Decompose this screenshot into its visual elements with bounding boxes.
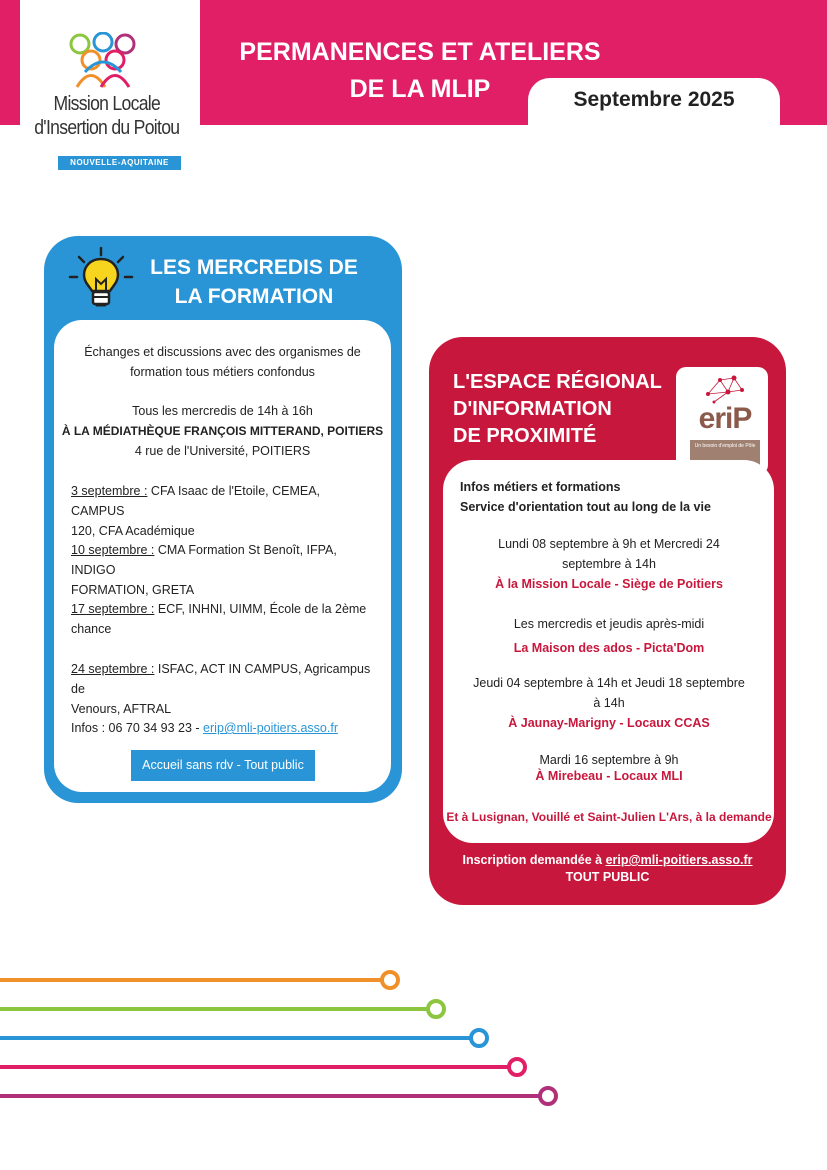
erip-slot-when: Les mercredis et jeudis après-midi: [513, 617, 705, 631]
decor-dot-purple: [540, 1088, 556, 1104]
page-title-line1: PERMANENCES ET ATELIERS: [239, 38, 601, 66]
formation-address: 4 rue de l'Université, POITIERS: [134, 444, 311, 458]
logo-region-badge: NOUVELLE-AQUITAINE: [58, 156, 181, 170]
erip-slot-when: Jeudi 04 septembre à 14h et Jeudi 18 septembre: [473, 676, 745, 690]
page-title-line2: DE LA MLIP: [349, 75, 491, 103]
session-orgs: ISFAC, ACT IN CAMPUS, Agricampus de: [71, 662, 371, 696]
erip-slot-where: La Maison des ados - Picta'Dom: [513, 641, 705, 655]
session-orgs-cont: 120, CFA Académique: [71, 524, 195, 538]
formation-intro-line1: Échanges et discussions avec des organismes de: [84, 345, 361, 359]
session-orgs: CFA Isaac de l'Etoile, CEMEA, CAMPUS: [71, 484, 321, 518]
erip-title-line3: DE PROXIMITÉ: [453, 425, 597, 447]
erip-network-icon: [688, 372, 762, 406]
session-orgs-cont: chance: [71, 622, 112, 636]
formation-title: [138, 253, 370, 311]
accueil-sans-rdv-button[interactable]: Accueil sans rdv - Tout public: [131, 750, 315, 781]
erip-title-line2: D'INFORMATION: [453, 398, 612, 420]
formation-title-line2: LA FORMATION: [174, 285, 334, 308]
session-date: 24 septembre :: [71, 662, 155, 676]
erip-title: [453, 369, 693, 450]
erip-slot-when: Mardi 16 septembre à 9h: [539, 753, 679, 767]
decor-dot-blue: [471, 1030, 487, 1046]
erip-slot-when-cont: septembre à 14h: [562, 557, 656, 571]
session-item: [71, 481, 376, 541]
session-date: 10 septembre :: [71, 543, 155, 557]
erip-footer-public: TOUT PUBLIC: [565, 870, 650, 884]
erip-slot: [450, 534, 768, 594]
formation-venue: À LA MÉDIATHÈQUE FRANÇOIS MITTERAND, POITIERS: [61, 424, 384, 438]
erip-footer-prefix: Inscription demandée à: [462, 853, 606, 867]
erip-intro: [460, 477, 770, 517]
session-orgs-cont: FORMATION, GRETA: [71, 583, 195, 597]
erip-slot: [450, 752, 768, 784]
logo-name-line2: d'Insertion du Poitou: [34, 117, 180, 139]
erip-slot: [450, 614, 768, 658]
lightbulb-icon: [66, 244, 136, 314]
erip-intro-line2: Service d'orientation tout au long de la vie: [460, 500, 711, 514]
formation-info-phone: Infos : 06 70 34 93 23 -: [71, 721, 204, 735]
formation-intro-line2: formation tous métiers confondus: [130, 365, 315, 379]
erip-logo-word: eriP: [698, 402, 752, 435]
session-orgs: CMA Formation St Benoît, IFPA, INDIGO: [71, 543, 337, 577]
decor-dot-pink: [509, 1059, 525, 1075]
erip-footer-email-link[interactable]: erip@mli-poitiers.asso.fr: [605, 853, 753, 867]
erip-footer: [430, 852, 785, 886]
erip-slot-where: À Jaunay-Marigny - Locaux CCAS: [508, 716, 710, 730]
erip-slot-when: Lundi 08 septembre à 9h et Mercredi 24: [498, 537, 720, 551]
formation-schedule: Tous les mercredis de 14h à 16h: [132, 404, 313, 418]
month-label: Septembre 2025: [573, 88, 735, 111]
session-date: 17 septembre :: [71, 602, 155, 616]
logo-people-icon: [55, 32, 165, 92]
formation-title-line1: LES MERCREDIS DE: [150, 256, 358, 279]
session-item: [71, 599, 376, 639]
session-date: 3 septembre :: [71, 484, 148, 498]
erip-slot-where: À la Mission Locale - Siège de Poitiers: [495, 577, 723, 591]
session-item: [71, 659, 376, 719]
session-orgs-cont: Venours, AFTRAL: [71, 702, 172, 716]
erip-intro-line1: Infos métiers et formations: [460, 480, 621, 494]
decor-dot-orange: [382, 972, 398, 988]
logo-name-line1: Mission Locale: [53, 93, 161, 115]
erip-slot: [450, 673, 768, 733]
logo-name: [32, 92, 182, 140]
formation-info: [71, 718, 381, 738]
formation-schedule-block: [54, 401, 391, 461]
formation-info-email-link[interactable]: erip@mli-poitiers.asso.fr: [203, 721, 338, 735]
decorative-lines: [0, 960, 827, 1110]
erip-title-line1: L'ESPACE RÉGIONAL: [453, 371, 662, 393]
session-item: [71, 540, 376, 600]
erip-slot-when-cont: à 14h: [593, 696, 625, 710]
erip-logo-tagline: Un besoin d'emploi de Pôle: [690, 440, 760, 466]
session-orgs: ECF, INHNI, UIMM, École de la 2ème: [154, 602, 367, 616]
formation-intro: [54, 342, 391, 382]
erip-on-demand: Et à Lusignan, Vouillé et Saint-Julien L'Ars, à la demande: [446, 810, 772, 824]
decor-dot-green: [428, 1001, 444, 1017]
erip-slot-where: À Mirebeau - Locaux MLI: [535, 769, 683, 783]
